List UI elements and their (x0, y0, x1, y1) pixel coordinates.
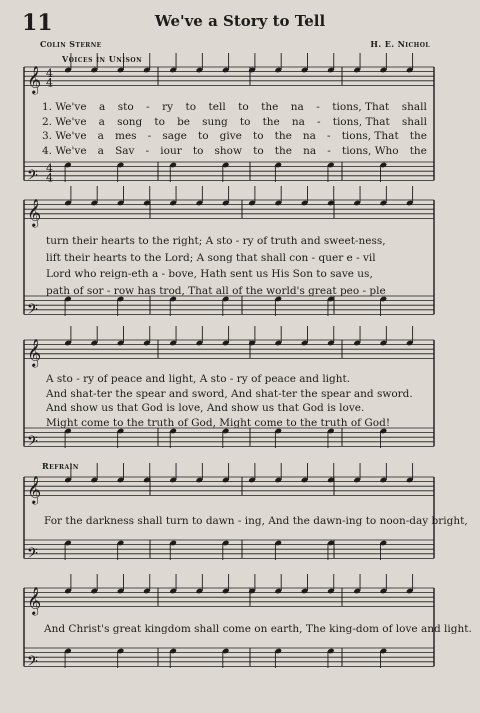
verse-line: A sto - ry of peace and light, A sto - ry of peace and light. (46, 373, 351, 385)
verse-word: the (261, 101, 279, 113)
verse-line: And shat-ter the spear and sword, And shat-ter the spear and sword. (46, 387, 413, 400)
time-signature-top: 4 (46, 67, 53, 81)
verse-word: na (291, 115, 305, 128)
verse-word: tions, Who (341, 144, 399, 157)
verse-line (42, 144, 427, 159)
verse-word: to (198, 130, 209, 142)
verse-word: - (317, 115, 321, 128)
verse-word: sto (117, 101, 134, 113)
verse-word: to (185, 101, 197, 113)
bass-clef-icon: 𝄢 (27, 545, 38, 566)
verse-word: tions, That (332, 101, 390, 113)
verse-line: turn their hearts to the right; A sto - ry of truth and sweet-ness, (46, 235, 386, 247)
time-signature-top: 4 (46, 162, 53, 176)
verse-word: - (146, 101, 150, 113)
verse-word: to (192, 144, 204, 157)
refrain-line: And Christ's great kingdom shall come on earth, The king-dom of love and light. (44, 623, 472, 635)
verse-word: - (145, 144, 150, 157)
verse-word: to (252, 130, 264, 142)
verse-word: the (409, 130, 427, 142)
verse-word: - (327, 130, 331, 142)
verse-word: - (147, 130, 152, 142)
refrain-label: Refrain (42, 461, 79, 471)
verse-word: give (219, 130, 242, 142)
hymn-title: We've a Story to Tell (154, 12, 326, 30)
verse-word: the (262, 115, 280, 128)
verse-line (42, 100, 427, 115)
treble-clef-icon: 𝄞 (27, 586, 42, 615)
treble-clef-icon: 𝄞 (27, 65, 42, 94)
verse-word: 3. We've (42, 130, 87, 142)
verse-line (42, 129, 427, 144)
verse-line: path of sor - row has trod, That all of the world's great peo - ple (46, 284, 386, 297)
refrain-line: For the darkness shall turn to dawn - ing, And the dawn-ing to noon-day bright, (44, 515, 468, 527)
verse-word: the (409, 144, 427, 157)
verse-word: the (274, 144, 292, 157)
verse-word: 1. We've (42, 101, 87, 113)
author-credit: Colin Sterne (40, 39, 102, 49)
verse-word: na (303, 144, 317, 157)
verse-word: ry (162, 101, 174, 113)
verse-word: a (98, 115, 105, 128)
verse-line: lift their hearts to the Lord; A song that shall con - quer e - vil (46, 251, 376, 264)
verse-word: 4. We've (42, 144, 87, 157)
treble-clef-icon: 𝄞 (27, 198, 42, 227)
bass-clef-icon: 𝄢 (27, 167, 38, 188)
verse-word: to (239, 115, 251, 128)
verse-word: iour (160, 144, 182, 157)
verse-word: show (214, 144, 242, 157)
verse-block-3 (46, 372, 431, 430)
verse-word: to (238, 101, 249, 113)
verse-block-1 (42, 100, 427, 158)
time-signature-bottom: 4 (46, 76, 53, 90)
verse-word: - (316, 101, 320, 113)
treble-clef-icon: 𝄞 (27, 475, 42, 504)
bass-clef-icon: 𝄢 (27, 653, 38, 674)
hymn-number: 11 (22, 10, 53, 36)
verse-word: to (253, 144, 264, 157)
verse-word: tions, That (341, 130, 399, 142)
verse-word: be (177, 115, 190, 128)
voicing-label: Voices in Unison (62, 54, 143, 64)
verse-word: a (99, 101, 106, 113)
verse-word: mes (115, 130, 137, 142)
verse-line (42, 115, 427, 130)
composer-credit: H. E. Nichol (370, 39, 430, 49)
verse-word: the (274, 130, 292, 142)
bass-clef-icon: 𝄢 (27, 433, 38, 454)
verse-word: shall (401, 115, 427, 128)
verse-word: na (290, 101, 304, 113)
verse-word: Sav (115, 144, 135, 157)
verse-line: Might come to the truth of God, Might come to the truth of God! (46, 416, 391, 429)
verse-word: tell (208, 101, 226, 113)
bass-clef-icon: 𝄢 (27, 301, 38, 322)
verse-word: to (154, 115, 165, 128)
verse-line: And show us that God is love, And show us that God is love. (46, 402, 365, 414)
verse-word: - (327, 144, 331, 157)
treble-clef-icon: 𝄞 (27, 338, 42, 367)
verse-word: na (302, 130, 316, 142)
verse-word: a (97, 144, 104, 157)
verse-word: tions, That (332, 115, 390, 128)
verse-block-2 (46, 233, 431, 299)
verse-word: 2. We've (42, 115, 87, 128)
verse-word: shall (401, 101, 427, 113)
time-signature-bottom: 4 (46, 171, 53, 185)
verse-word: sung (202, 115, 228, 128)
verse-word: sage (162, 130, 187, 142)
verse-line: Lord who reign-eth a - bove, Hath sent us His Son to save us, (46, 268, 373, 280)
verse-word: a (97, 130, 104, 142)
verse-word: song (117, 115, 143, 128)
